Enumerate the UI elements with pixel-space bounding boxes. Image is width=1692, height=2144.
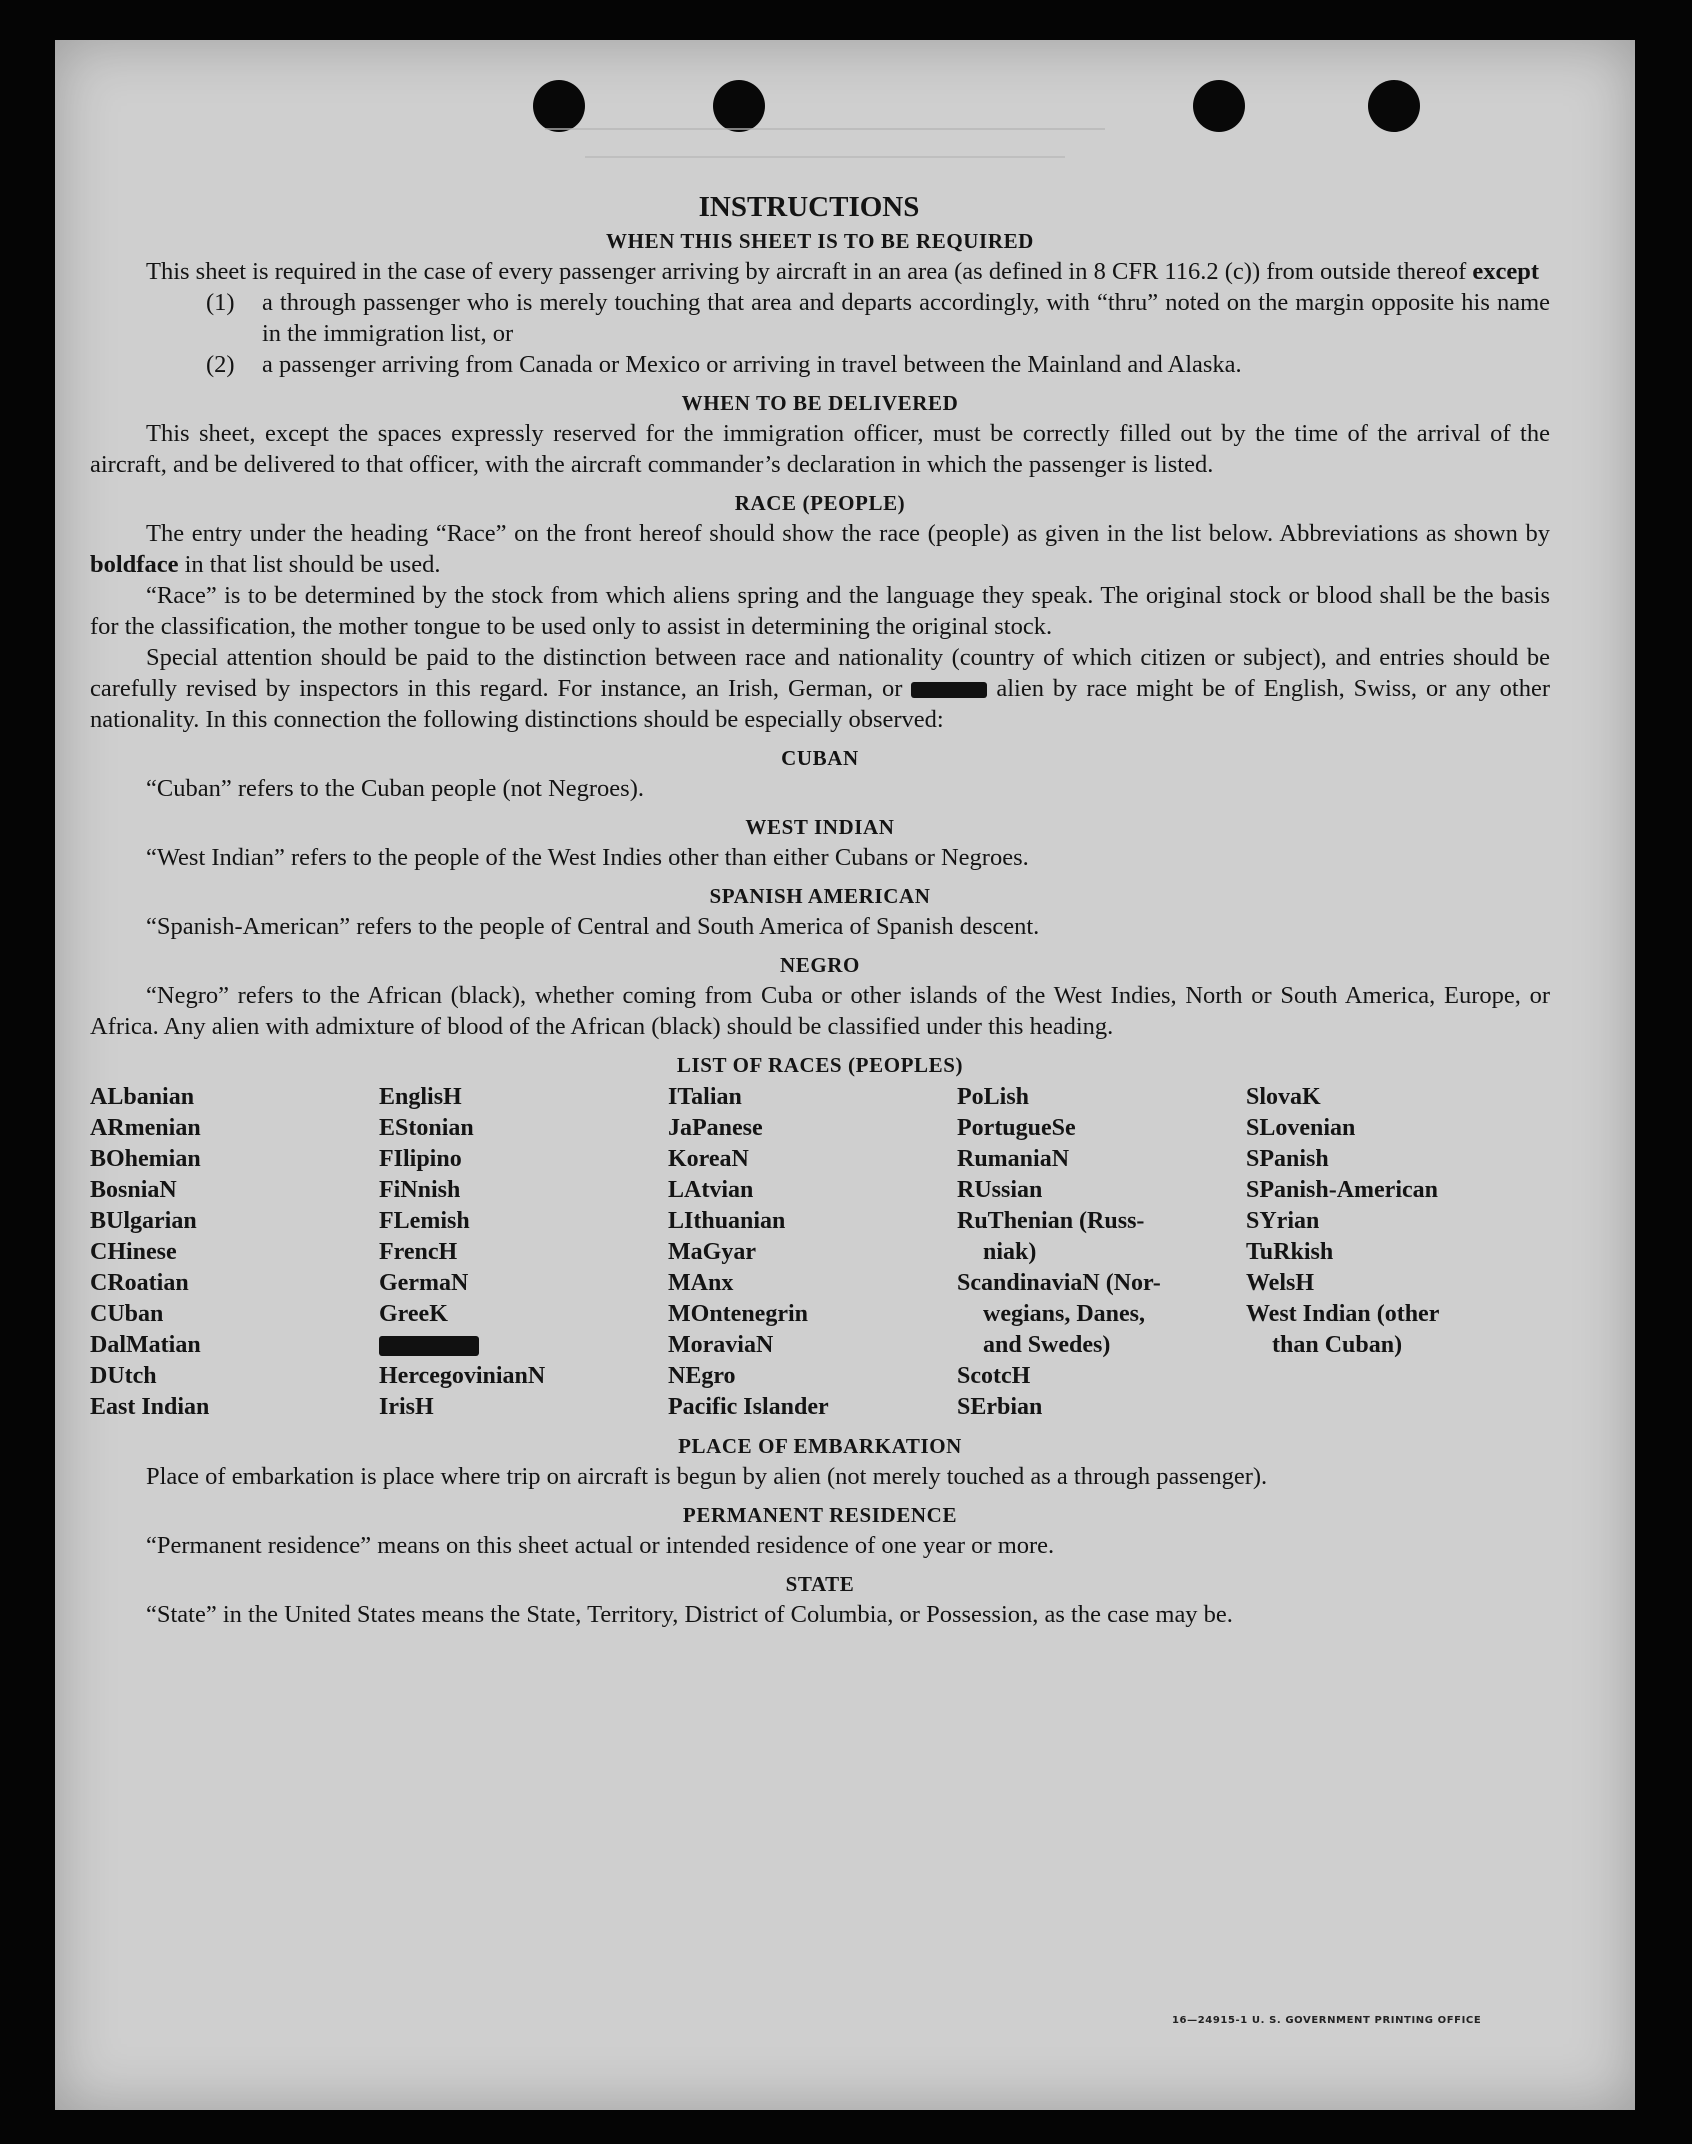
race-item-continued: and Swedes) xyxy=(983,1332,1111,1358)
race-item: BOhemian xyxy=(90,1146,201,1172)
race-item: ScotcH xyxy=(957,1363,1031,1389)
race-item: RuThenian (Russ- xyxy=(957,1208,1145,1234)
bleed-through-text xyxy=(545,118,1105,140)
section-heading-cuban: CUBAN xyxy=(781,746,859,770)
race-item: CUban xyxy=(90,1301,164,1327)
race-item: SLovenian xyxy=(1246,1115,1356,1141)
state-paragraph: “State” in the United States means the State, Territory, District of Columbia, or Possession, as the case may be. xyxy=(146,1601,1233,1628)
section-heading-delivered: WHEN TO BE DELIVERED xyxy=(681,391,959,415)
race-item: ITalian xyxy=(668,1084,742,1110)
race-item: FiNnish xyxy=(379,1177,461,1203)
section-heading-state: STATE xyxy=(785,1572,855,1596)
page-title: INSTRUCTIONS xyxy=(698,191,920,223)
section-heading-required: WHEN THIS SHEET IS TO BE REQUIRED xyxy=(606,229,1034,253)
race-item: NEgro xyxy=(668,1363,736,1389)
race-item: East Indian xyxy=(90,1394,210,1420)
race-column-5 xyxy=(1246,1082,1546,1423)
race-item: PortugueSe xyxy=(957,1115,1076,1141)
redaction-mark xyxy=(379,1336,479,1356)
race-item: SPanish xyxy=(1246,1146,1329,1172)
race-item: MAnx xyxy=(668,1270,734,1296)
race-item: FrencH xyxy=(379,1239,458,1265)
punch-hole xyxy=(1193,80,1245,132)
race-item: PoLish xyxy=(957,1084,1030,1110)
printing-office-footer: 16—24915-1 U. S. GOVERNMENT PRINTING OFFICE xyxy=(1172,2015,1482,2026)
section-heading-spanish-american: SPANISH AMERICAN xyxy=(709,884,931,908)
bleed-through-text xyxy=(585,148,1065,166)
race-item: IrisH xyxy=(379,1394,434,1420)
exception-item: (2) a passenger arriving from Canada or Mexico or arriving in travel between the Mainland and Alaska. xyxy=(206,351,1242,378)
required-paragraph: This sheet is required in the case of every passenger arriving by aircraft in an area (as defined in 8 CFR 116.2 (c)) from outside thereof except xyxy=(146,258,1540,285)
race-item: BosniaN xyxy=(90,1177,177,1203)
race-item: MaGyar xyxy=(668,1239,756,1265)
race-item-continued: niak) xyxy=(983,1239,1037,1265)
delivered-paragraph: This sheet, except the spaces expressly reserved for the immigration officer, must be correctly filled out by the time of the arrival of the aircraft, and be delivered to that officer, with the aircraft commander’s declaration in which the passenger is listed. xyxy=(90,420,1550,478)
race-item: KoreaN xyxy=(668,1146,749,1172)
section-heading-residence: PERMANENT RESIDENCE xyxy=(682,1503,958,1527)
race-item: MoraviaN xyxy=(668,1332,774,1358)
embarkation-paragraph: Place of embarkation is place where trip on aircraft is begun by alien (not merely touched as a through passenger). xyxy=(146,1463,1268,1490)
redaction-mark xyxy=(911,682,987,698)
race-item: BUlgarian xyxy=(90,1208,197,1234)
race-item: DUtch xyxy=(90,1363,157,1389)
race-item: HercegovinianN xyxy=(379,1363,546,1389)
race-column-2 xyxy=(379,1082,668,1423)
race-item: FIlipino xyxy=(379,1146,462,1172)
exception-item: (1) a through passenger who is merely touching that area and departs accordingly, with “thru” noted on the margin opposite his name in the immigration list, or xyxy=(206,289,1550,347)
race-column-4 xyxy=(957,1082,1246,1423)
section-heading-list: LIST OF RACES (PEOPLES) xyxy=(676,1053,964,1077)
race-item: ScandinaviaN (Nor- xyxy=(957,1270,1161,1296)
race-item: ARmenian xyxy=(90,1115,201,1141)
race-item: SYrian xyxy=(1246,1208,1320,1234)
race-item-continued: wegians, Danes, xyxy=(983,1301,1146,1327)
race-item: CRoatian xyxy=(90,1270,189,1296)
race-item: LIthuanian xyxy=(668,1208,786,1234)
race-item: MOntenegrin xyxy=(668,1301,808,1327)
section-heading-negro: NEGRO xyxy=(779,953,860,977)
residence-paragraph: “Permanent residence” means on this sheet actual or intended residence of one year or more. xyxy=(146,1532,1055,1559)
punch-hole xyxy=(1368,80,1420,132)
race-item: LAtvian xyxy=(668,1177,754,1203)
race-item: FLemish xyxy=(379,1208,470,1234)
section-heading-embarkation: PLACE OF EMBARKATION xyxy=(678,1434,962,1458)
race-item-redacted xyxy=(379,1330,668,1361)
race-item: SPanish-American xyxy=(1246,1177,1438,1203)
race-item: Pacific Islander xyxy=(668,1394,829,1420)
race-paragraph-1: The entry under the heading “Race” on the front hereof should show the race (people) as given in the list below. Abbreviations as shown by boldface in that list should be used. xyxy=(90,520,1550,578)
instructions-body xyxy=(90,188,1550,1630)
document-page xyxy=(55,40,1635,2110)
race-item: TuRkish xyxy=(1246,1239,1334,1265)
race-item: WelsH xyxy=(1246,1270,1315,1296)
race-paragraph-3: Special attention should be paid to the distinction between race and nationality (country of which citizen or subject), and entries should be carefully revised by inspectors in this regard. For instance, an Irish, German, or alien by race might be of English, Swiss, or any other nationality. In this connection the following distinctions should be especially observed: xyxy=(90,644,1550,733)
race-item: RumaniaN xyxy=(957,1146,1070,1172)
race-item: ALbanian xyxy=(90,1084,195,1110)
race-item: DalMatian xyxy=(90,1332,201,1358)
race-column-1 xyxy=(90,1082,379,1423)
race-item: JaPanese xyxy=(668,1115,763,1141)
race-paragraph-2: “Race” is to be determined by the stock from which aliens spring and the language they speak. The original stock or blood shall be the basis for the classification, the mother tongue to be used only to assist in determining the original stock. xyxy=(90,582,1550,640)
section-heading-west-indian: WEST INDIAN xyxy=(745,815,895,839)
race-item: GermaN xyxy=(379,1270,469,1296)
race-item-continued: than Cuban) xyxy=(1272,1332,1403,1358)
west-indian-paragraph: “West Indian” refers to the people of the West Indies other than either Cubans or Negroes. xyxy=(146,844,1029,871)
section-heading-race: RACE (PEOPLE) xyxy=(734,491,906,515)
cuban-paragraph: “Cuban” refers to the Cuban people (not Negroes). xyxy=(146,775,644,802)
race-item: EnglisH xyxy=(379,1084,462,1110)
race-item: West Indian (other xyxy=(1246,1301,1440,1327)
race-item: RUssian xyxy=(957,1177,1043,1203)
race-column-3 xyxy=(668,1082,957,1423)
race-item: SlovaK xyxy=(1246,1084,1321,1110)
race-item: EStonian xyxy=(379,1115,474,1141)
spanish-american-paragraph: “Spanish-American” refers to the people of Central and South America of Spanish descent. xyxy=(146,913,1040,940)
race-item: GreeK xyxy=(379,1301,448,1327)
race-list xyxy=(90,1082,1550,1423)
race-item: CHinese xyxy=(90,1239,177,1265)
race-item: SErbian xyxy=(957,1394,1043,1420)
negro-paragraph: “Negro” refers to the African (black), whether coming from Cuba or other islands of the West Indies, North or South America, Europe, or Africa. Any alien with admixture of blood of the African (black) should be classified under this heading. xyxy=(90,982,1550,1040)
